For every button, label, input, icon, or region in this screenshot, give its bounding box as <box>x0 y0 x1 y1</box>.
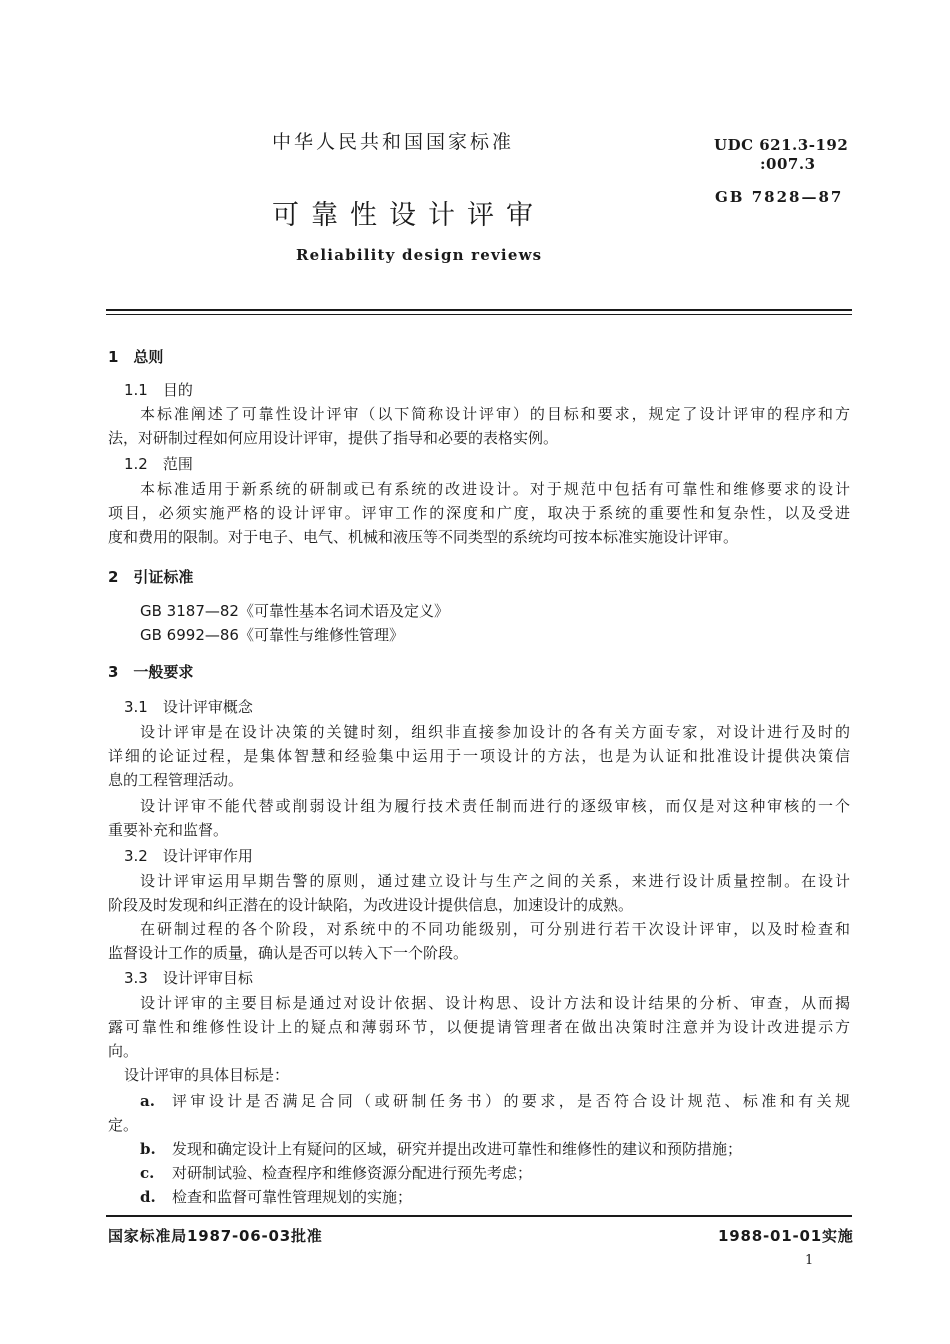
section-3-1-heading: 3.1 设计评审概念 <box>124 698 253 716</box>
header-rule-thick <box>106 309 852 311</box>
list-label-a: a. <box>140 1092 155 1110</box>
title-cn: 可靠性设计评审 <box>272 200 545 231</box>
section-1-1-heading: 1.1 目的 <box>124 381 193 399</box>
section-3-2-line: 监督设计工作的质量，确认是否可以转入下一个阶段。 <box>108 944 469 962</box>
page-number: 1 <box>805 1253 814 1268</box>
header-rule-thin <box>106 314 852 315</box>
udc-line-1: UDC 621.3-192 <box>714 136 849 154</box>
section-3-3-heading: 3.3 设计评审目标 <box>124 969 253 987</box>
section-3-3-line: 设计评审的具体目标是： <box>124 1066 290 1084</box>
list-label-c: c. <box>140 1164 155 1182</box>
list-item-d: 检查和监督可靠性管理规划的实施； <box>172 1188 413 1206</box>
reference-item: GB 6992—86《可靠性与维修性管理》 <box>140 626 404 644</box>
footer-rule <box>106 1215 852 1217</box>
section-3-1-line: 重要补充和监督。 <box>108 821 229 839</box>
list-item-b: 发现和确定设计上有疑问的区域，研究并提出改进可靠性和维修性的建议和预防措施； <box>172 1140 743 1158</box>
section-3-2-line: 阶段及时发现和纠正潜在的设计缺陷，为改进设计提供信息，加速设计的成熟。 <box>108 896 634 914</box>
section-1-2-line: 度和费用的限制。对于电子、电气、机械和液压等不同类型的系统均可按本标准实施设计评审。 <box>108 528 739 546</box>
list-label-d: d. <box>140 1188 156 1206</box>
udc-line-2: :007.3 <box>760 155 816 173</box>
title-en: Reliability design reviews <box>296 246 543 264</box>
section-3-3-line: 设计评审的主要目标是通过对设计依据、设计构思、设计方法和设计结果的分析、审查，从而揭 <box>140 994 850 1012</box>
section-3-heading: 3 一般要求 <box>108 663 194 681</box>
section-1-2-line: 本标准适用于新系统的研制或已有系统的改进设计。对于规范中包括有可靠性和维修要求的设计 <box>140 480 850 498</box>
list-item-c: 对研制试验、检查程序和维修资源分配进行预先考虑； <box>172 1164 533 1182</box>
section-1-2-line: 项目，必须实施严格的设计评审。评审工作的深度和广度，取决于系统的重要性和复杂性，以及受进 <box>108 504 850 522</box>
list-item-a: 定。 <box>108 1116 139 1134</box>
list-item-a: 评审设计是否满足合同（或研制任务书）的要求，是否符合设计规范、标准和有关规 <box>172 1092 850 1110</box>
section-3-1-line: 设计评审是在设计决策的关键时刻，组织非直接参加设计的各有关方面专家，对设计进行及时的 <box>140 723 850 741</box>
standard-org: 中华人民共和国国家标准 <box>272 131 515 153</box>
list-label-b: b. <box>140 1140 156 1158</box>
section-3-1-line: 设计评审不能代替或削弱设计组为履行技术责任制而进行的逐级审核，而仅是对这种审核的一个 <box>140 797 850 815</box>
section-3-2-line: 设计评审运用早期告警的原则，通过建立设计与生产之间的关系，来进行设计质量控制。在设计 <box>140 872 850 890</box>
section-3-1-line: 息的工程管理活动。 <box>108 771 244 789</box>
reference-item: GB 3187—82《可靠性基本名词术语及定义》 <box>140 602 449 620</box>
section-3-3-line: 向。 <box>108 1042 139 1060</box>
section-3-1-line: 详细的论证过程，是集体智慧和经验集中运用于一项设计的方法，也是为认证和批准设计提供决策信 <box>108 747 850 765</box>
section-3-3-line: 露可靠性和维修性设计上的疑点和薄弱环节，以便提请管理者在做出决策时注意并为设计改进提示方 <box>108 1018 850 1036</box>
section-3-2-line: 在研制过程的各个阶段，对系统中的不同功能级别，可分别进行若干次设计评审，以及时检查和 <box>140 920 850 938</box>
section-2-heading: 2 引证标准 <box>108 568 194 586</box>
gb-number: GB 7828—87 <box>715 188 844 206</box>
section-3-2-heading: 3.2 设计评审作用 <box>124 847 253 865</box>
approval-note: 国家标准局1987-06-03批准 <box>108 1227 323 1245</box>
effective-date: 1988-01-01实施 <box>718 1227 854 1245</box>
section-1-1-line: 法，对研制过程如何应用设计评审，提供了指导和必要的表格实例。 <box>108 429 559 447</box>
section-1-heading: 1 总则 <box>108 348 164 366</box>
section-1-2-heading: 1.2 范围 <box>124 455 193 473</box>
section-1-1-line: 本标准阐述了可靠性设计评审（以下简称设计评审）的目标和要求，规定了设计评审的程序和方 <box>140 405 850 423</box>
